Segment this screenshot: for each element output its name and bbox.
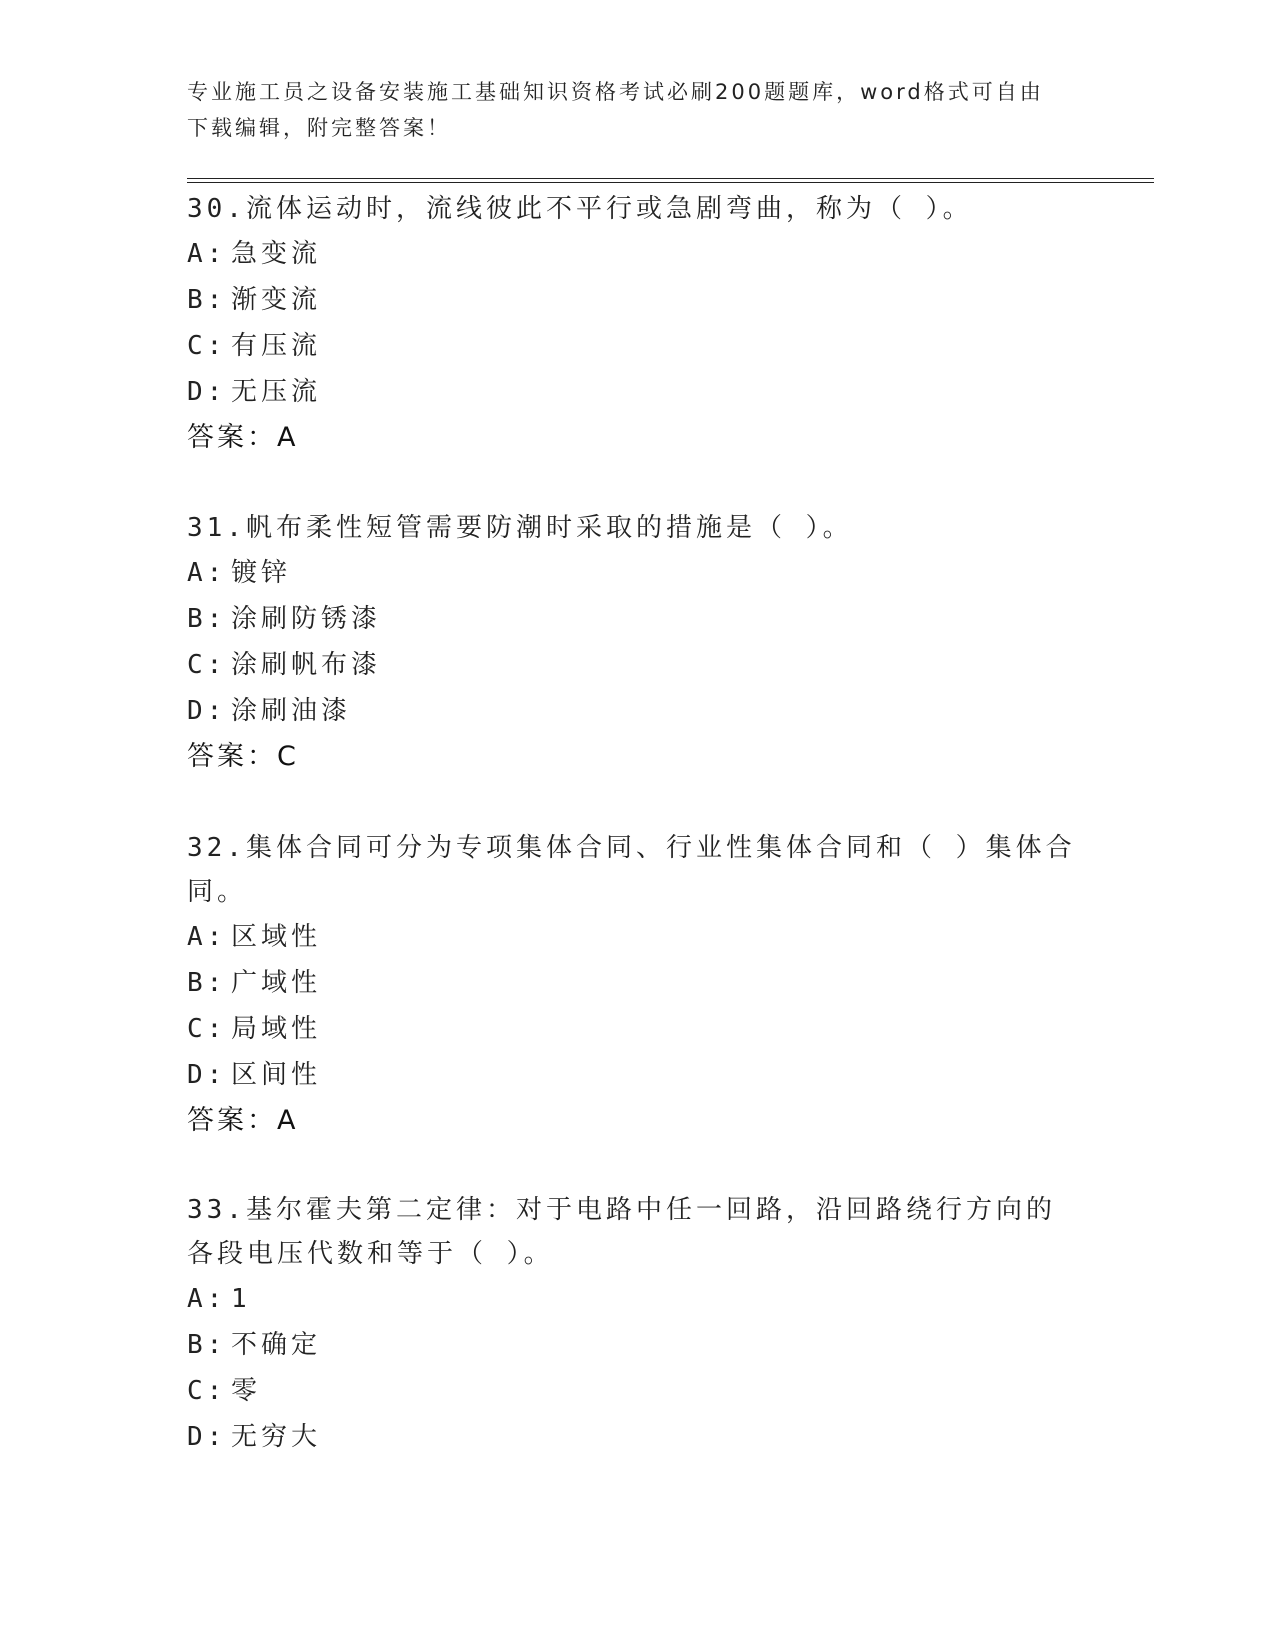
option-letter: D: bbox=[187, 377, 227, 407]
option-text: 镀锌 bbox=[231, 558, 292, 588]
answer: 答案：A bbox=[187, 1105, 299, 1136]
header-divider-bottom bbox=[187, 182, 1154, 183]
option-c bbox=[187, 642, 1077, 688]
option-a bbox=[187, 231, 1077, 277]
option-letter: C: bbox=[187, 331, 227, 361]
option-text: 广域性 bbox=[231, 968, 322, 998]
option-letter: B: bbox=[187, 285, 227, 315]
option-text: 涂刷帆布漆 bbox=[231, 650, 382, 680]
option-text: 渐变流 bbox=[231, 285, 322, 315]
question-text: 32.集体合同可分为专项集体合同、行业性集体合同和（ ）集体合同。 bbox=[187, 833, 1076, 907]
option-letter: A: bbox=[187, 1284, 227, 1314]
option-text: 涂刷油漆 bbox=[231, 696, 352, 726]
option-b bbox=[187, 1322, 1077, 1368]
option-letter: D: bbox=[187, 1422, 227, 1452]
option-letter: C: bbox=[187, 1376, 227, 1406]
answer: 答案：C bbox=[187, 741, 299, 772]
option-d bbox=[187, 1052, 1077, 1098]
option-letter: A: bbox=[187, 558, 227, 588]
option-d bbox=[187, 1414, 1077, 1460]
question-33 bbox=[187, 1188, 1077, 1460]
option-text: 无穷大 bbox=[231, 1422, 322, 1452]
option-letter: B: bbox=[187, 968, 227, 998]
option-letter: C: bbox=[187, 1014, 227, 1044]
option-c bbox=[187, 1006, 1077, 1052]
question-31 bbox=[187, 506, 1077, 780]
option-c bbox=[187, 323, 1077, 369]
option-letter: D: bbox=[187, 1060, 227, 1090]
option-text: 1 bbox=[231, 1284, 251, 1314]
option-letter: B: bbox=[187, 1330, 227, 1360]
option-b bbox=[187, 277, 1077, 323]
question-text: 31.帆布柔性短管需要防潮时采取的措施是（ ）。 bbox=[187, 513, 853, 543]
option-a bbox=[187, 1276, 1077, 1322]
option-text: 区域性 bbox=[231, 922, 322, 952]
option-text: 无压流 bbox=[231, 377, 322, 407]
question-30 bbox=[187, 187, 1077, 461]
option-letter: D: bbox=[187, 696, 227, 726]
option-letter: C: bbox=[187, 650, 227, 680]
option-letter: B: bbox=[187, 604, 227, 634]
option-b bbox=[187, 596, 1077, 642]
option-a bbox=[187, 550, 1077, 596]
option-b bbox=[187, 960, 1077, 1006]
option-text: 有压流 bbox=[231, 331, 322, 361]
option-c bbox=[187, 1368, 1077, 1414]
option-letter: A: bbox=[187, 239, 227, 269]
option-a bbox=[187, 914, 1077, 960]
question-text: 33.基尔霍夫第二定律：对于电路中任一回路，沿回路绕行方向的各段电压代数和等于（ ）。 bbox=[187, 1195, 1056, 1269]
question-text: 30.流体运动时，流线彼此不平行或急剧弯曲，称为（ ）。 bbox=[187, 194, 973, 224]
option-text: 区间性 bbox=[231, 1060, 322, 1090]
option-d bbox=[187, 688, 1077, 734]
document-header: 专业施工员之设备安装施工基础知识资格考试必刷200题题库，word格式可自由下载编辑，附完整答案！ bbox=[187, 80, 1044, 140]
option-d bbox=[187, 369, 1077, 415]
option-text: 急变流 bbox=[231, 239, 322, 269]
option-text: 涂刷防锈漆 bbox=[231, 604, 382, 634]
header-divider-top bbox=[187, 178, 1154, 179]
option-text: 局域性 bbox=[231, 1014, 322, 1044]
option-text: 零 bbox=[231, 1376, 262, 1406]
question-32 bbox=[187, 826, 1077, 1144]
option-text: 不确定 bbox=[231, 1330, 322, 1360]
answer: 答案：A bbox=[187, 422, 299, 453]
option-letter: A: bbox=[187, 922, 227, 952]
